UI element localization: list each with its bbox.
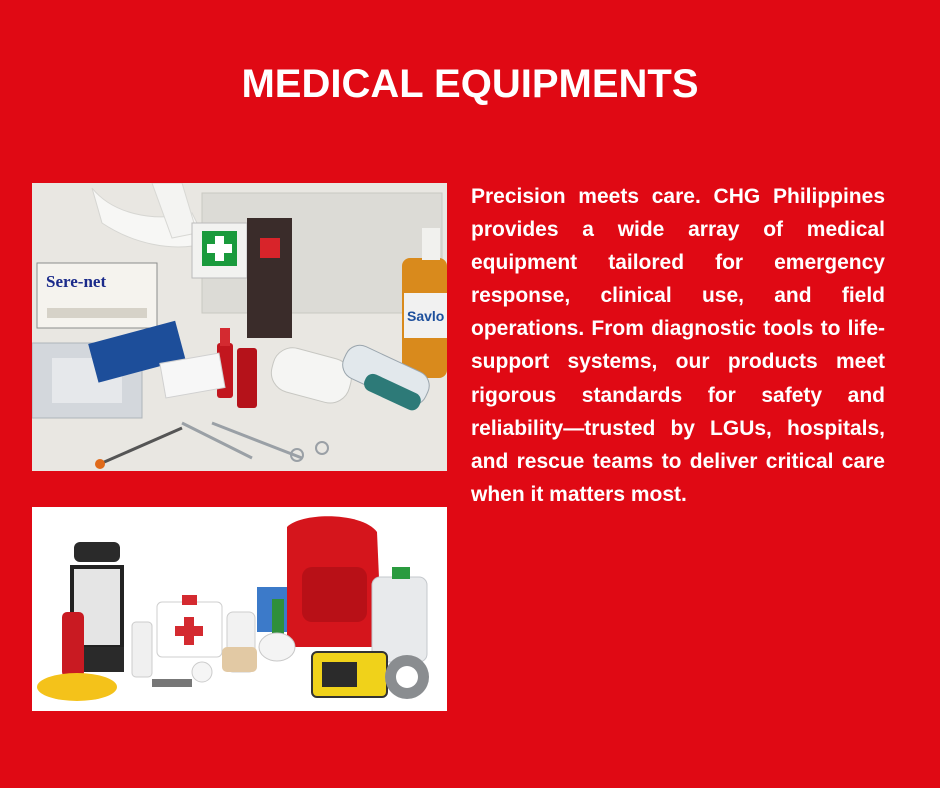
description-paragraph: Precision meets care. CHG Philippines provides a wide array of medical equipment tailored for emergency response, clinical use, and field operations. From diagnostic tools to life-support systems, our products meet rigorous standards for safety and reliability—trusted by LGUs, hospitals, and rescue teams to deliver critical care when it matters most. [471, 185, 885, 506]
savlon-label: Savlo [407, 308, 445, 324]
first-aid-kit-photo [32, 183, 447, 471]
page-title: MEDICAL EQUIPMENTS [241, 62, 699, 106]
sere-net-label: Sere-net [46, 272, 107, 291]
emergency-kit-photo [32, 507, 447, 711]
